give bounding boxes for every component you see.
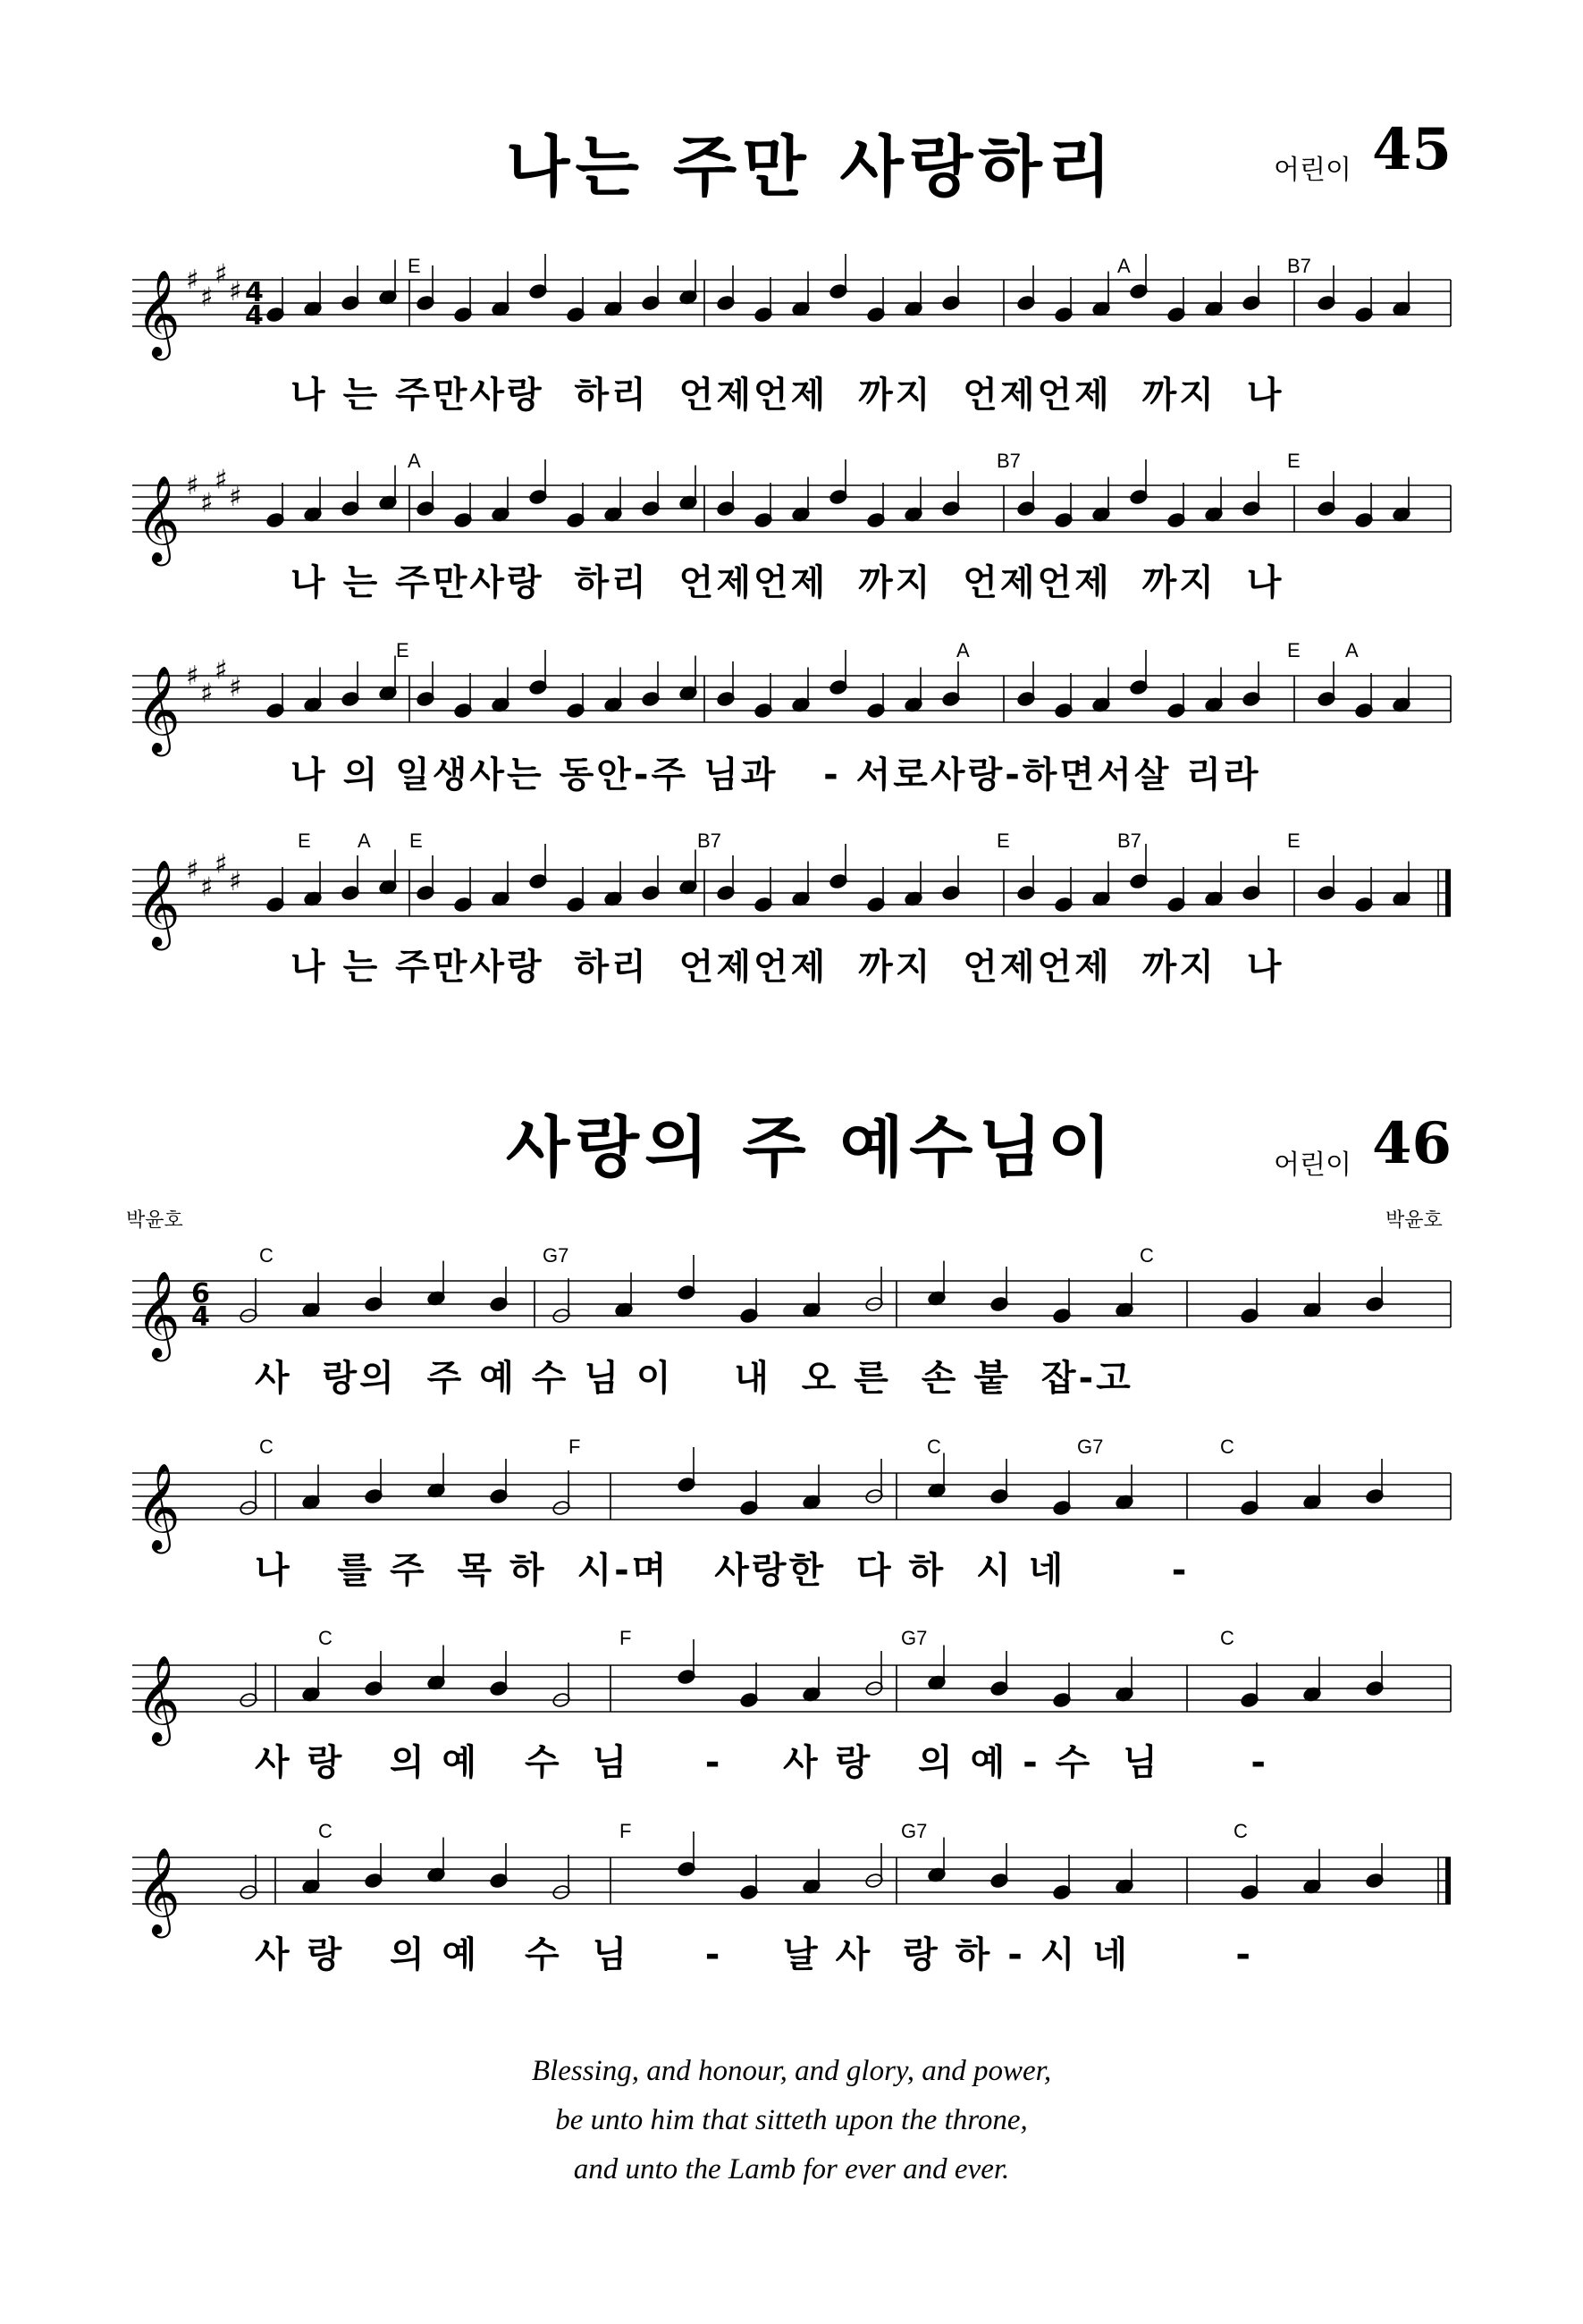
sharp-icon: ♯ <box>186 855 199 886</box>
chord-symbol: B7 <box>697 829 721 852</box>
treble-clef-icon: 𝄞 <box>136 269 181 357</box>
lyric-line: 나 의 일생사는 동안-주 님과 - 서로사랑-하면서살 리라 <box>290 754 1261 796</box>
composer-credit: 박윤호 <box>1385 1209 1443 1232</box>
music-staff <box>132 464 1473 562</box>
hymn-number: 45 <box>1372 116 1452 183</box>
chord-symbol: A <box>956 639 970 661</box>
music-staff <box>132 1457 1473 1550</box>
chord-symbol: E <box>1287 639 1301 661</box>
chord-symbol: A <box>408 450 421 472</box>
sharp-icon: ♯ <box>229 482 242 513</box>
chord-symbol: E <box>1287 450 1301 472</box>
hymn-number: 46 <box>1372 1110 1452 1177</box>
lyric-line: 나 는 주만사랑 하리 언제언제 까지 언제언제 까지 나 <box>290 562 1284 603</box>
chord-symbol: A <box>1345 639 1359 661</box>
sharp-icon: ♯ <box>229 276 242 307</box>
treble-clef-icon: 𝄞 <box>136 1655 181 1742</box>
chord-symbol: G7 <box>543 1244 569 1267</box>
chord-symbol: F <box>619 1627 632 1649</box>
song-title: 사랑의 주 예수님이 <box>506 1109 1117 1186</box>
chord-symbol: E <box>1287 829 1301 852</box>
chord-symbol: A <box>1117 255 1131 277</box>
time-signature-top: 6 <box>191 1278 210 1309</box>
treble-clef-icon: 𝄞 <box>136 1847 181 1934</box>
hymn-label: 어린이 <box>1274 155 1351 186</box>
music-staff <box>132 654 1473 753</box>
chord-symbol: C <box>1220 1627 1234 1649</box>
treble-clef-icon: 𝄞 <box>136 665 181 753</box>
music-staff <box>132 1841 1473 1934</box>
sharp-icon: ♯ <box>200 872 214 904</box>
chord-symbol: E <box>408 255 421 277</box>
chord-symbol: C <box>318 1820 333 1842</box>
sharp-icon: ♯ <box>200 678 214 710</box>
song-title: 나는 주만 사랑하리 <box>506 129 1117 206</box>
time-signature-bottom: 4 <box>191 1301 210 1333</box>
music-staff <box>132 1265 1473 1358</box>
time-signature-top: 4 <box>245 277 264 308</box>
sharp-icon: ♯ <box>215 464 228 496</box>
chord-symbol: A <box>358 829 371 852</box>
chord-symbol: B7 <box>1117 829 1141 852</box>
sharp-icon: ♯ <box>200 487 214 519</box>
chord-symbol: C <box>1220 1436 1234 1458</box>
sharp-icon: ♯ <box>186 661 199 692</box>
sharp-icon: ♯ <box>186 470 199 501</box>
treble-clef-icon: 𝄞 <box>136 475 181 562</box>
hymn-label: 어린이 <box>1274 1149 1351 1181</box>
verse-line: Blessing, and honour, and glory, and power, <box>531 2055 1052 2087</box>
chord-symbol: E <box>298 829 311 852</box>
lyric-line: 나 는 주만사랑 하리 언제언제 까지 언제언제 까지 나 <box>290 375 1284 416</box>
chord-symbol: B7 <box>997 450 1021 472</box>
verse-line: be unto him that sitteth upon the throne, <box>555 2104 1028 2136</box>
sharp-icon: ♯ <box>215 258 228 290</box>
treble-clef-icon: 𝄞 <box>136 859 181 947</box>
chord-symbol: G7 <box>1077 1436 1104 1458</box>
time-signature-bottom: 4 <box>245 300 264 332</box>
lyric-line: 나 는 주만사랑 하리 언제언제 까지 언제언제 까지 나 <box>290 947 1284 988</box>
lyric-line: 사 랑 의 예 수 님 - 사 랑 의 예 - 수 님 - <box>255 1742 1268 1783</box>
sharp-icon: ♯ <box>229 672 242 703</box>
chord-symbol: B7 <box>1287 255 1311 277</box>
sharp-icon: ♯ <box>186 265 199 296</box>
chord-symbol: C <box>259 1436 274 1458</box>
lyric-line: 사 랑 의 예 수 님 - 날 사 랑 하 - 시 네 - <box>255 1934 1254 1975</box>
chord-symbol: E <box>409 829 423 852</box>
final-barline-thick <box>1445 1857 1451 1904</box>
sharp-icon: ♯ <box>215 654 228 686</box>
chord-symbol: F <box>619 1820 632 1842</box>
chord-symbol: C <box>318 1627 333 1649</box>
chord-symbol: F <box>568 1436 581 1458</box>
lyricist-credit: 박윤호 <box>126 1209 183 1232</box>
sharp-icon: ♯ <box>215 848 228 880</box>
lyric-line: 사 랑의 주 예 수 님 이 내 오 른 손 붙 잡-고 <box>255 1358 1133 1399</box>
sharp-icon: ♯ <box>200 282 214 314</box>
chord-symbol: G7 <box>901 1820 928 1842</box>
music-staff <box>132 258 1473 357</box>
music-staff <box>132 1649 1473 1742</box>
treble-clef-icon: 𝄞 <box>136 1462 181 1550</box>
final-barline-thick <box>1445 870 1451 916</box>
chord-symbol: G7 <box>901 1627 928 1649</box>
verse-line: and unto the Lamb for ever and ever. <box>573 2153 1010 2185</box>
chord-symbol: E <box>997 829 1010 852</box>
chord-symbol: C <box>259 1244 274 1267</box>
sharp-icon: ♯ <box>229 866 242 897</box>
chord-symbol: E <box>396 639 409 661</box>
chord-symbol: C <box>1140 1244 1154 1267</box>
chord-symbol: C <box>1234 1820 1248 1842</box>
music-staff <box>132 848 1473 947</box>
chord-symbol: C <box>927 1436 941 1458</box>
lyric-line: 나 를 주 목 하 시-며 사랑한 다 하 시 네 - <box>255 1550 1190 1591</box>
treble-clef-icon: 𝄞 <box>136 1270 181 1358</box>
